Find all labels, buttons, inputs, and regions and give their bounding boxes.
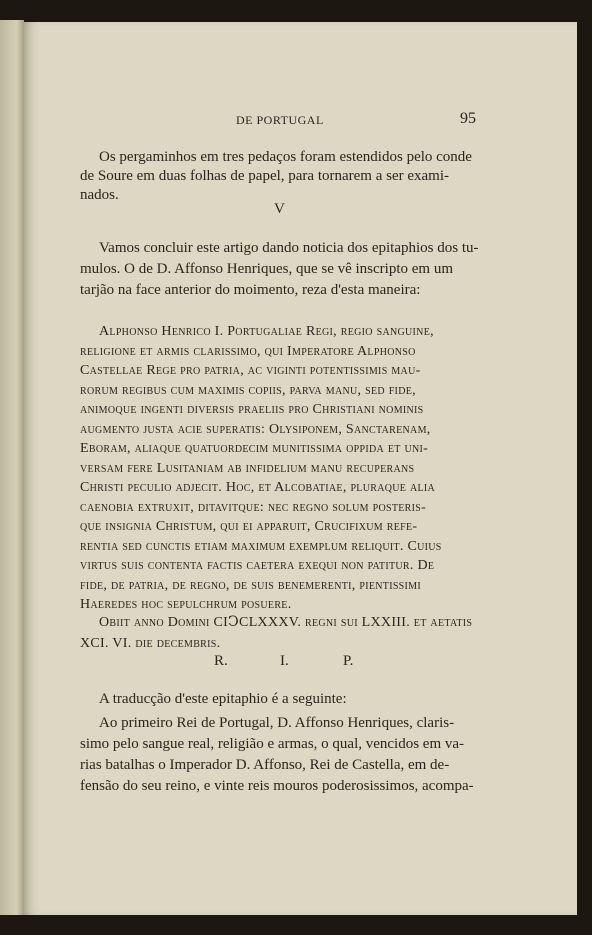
section-heading: V	[274, 201, 285, 217]
epitaph-line: Eboram, aliaque quatuordecim munitissima oppida et uni-	[80, 441, 429, 456]
epitaph-line: rentia sed cunctis etiam maximum exemplum reliquit. Cuius	[80, 538, 442, 554]
text-line: Os pergaminhos em tres pedaços foram estendidos pelo conde	[99, 149, 472, 165]
epitaph-line: Haeredes hoc sepulchrum posuere.	[80, 597, 292, 612]
text-line: simo pelo sangue real, religião e armas, o qual, vencidos em va-	[80, 736, 465, 752]
epitaph-line: Alphonso Henrico I. Portugaliae Regi, regio sanguine,	[99, 324, 434, 339]
running-header: DE PORTUGAL	[236, 113, 324, 127]
text-line: nados.	[80, 187, 119, 203]
text-line: fensão do seu reino, e vinte reis mouros poderosissimos, acompa-	[80, 778, 474, 794]
epitaph-line: virtus suis contenta factis caetera exequi non patitur. De	[80, 558, 435, 573]
rip-letter: R.	[214, 653, 228, 669]
epitaph-line: rorum regibus cum maximis copiis, parva manu, sed fide,	[80, 382, 416, 398]
page-number: 95	[460, 110, 476, 127]
text-line: rias batalhas o Imperador D. Affonso, Rei de Castella, em de-	[80, 757, 450, 773]
text-line: A traducção d'este epitaphio é a seguinte:	[99, 691, 347, 707]
epitaph-line: caenobia extruxit, ditavitque: nec regno solum posteris-	[80, 499, 427, 515]
text-line: tarjão na face anterior do moimento, reza d'esta maneira:	[80, 282, 421, 298]
text-line: de Soure em duas folhas de papel, para tornarem a ser exami-	[80, 168, 450, 184]
rip-letter: I.	[280, 653, 289, 669]
epitaph-line: versam fere Lusitaniam ab infidelium manu recuperans	[80, 460, 415, 476]
epitaph-line: Christi peculio adjecit. Hoc, et Alcobatiae, pluraque alia	[80, 480, 436, 495]
text-line: mulos. O de D. Affonso Henriques, que se vê inscripto em um	[80, 261, 454, 277]
epitaph-line: animoque ingenti diversis praeliis pro Christiani nominis	[80, 402, 424, 417]
obiit-line: XCI. VI. die decembris.	[80, 636, 221, 651]
epitaph-line: augmento justa acie superatis: Olysiponem, Sanctarenam,	[80, 421, 431, 437]
rip-letter: P.	[343, 653, 354, 669]
facing-page-edge	[0, 20, 24, 915]
epitaph-line: que insignia Christum, qui ei apparuit, Crucifixum refe-	[80, 519, 418, 534]
epitaph-line: fide, de patria, de regno, de suis benemerenti, pientissimi	[80, 577, 421, 593]
epitaph-line: religione et armis clarissimo, qui Imperatore Alphonso	[80, 343, 416, 359]
text-line: Vamos concluir este artigo dando noticia dos epitaphios dos tu-	[99, 240, 479, 256]
epitaph-line: Castellae Rege pro patria, ac viginti potentissimis mau-	[80, 363, 421, 378]
text-line: Ao primeiro Rei de Portugal, D. Affonso Henriques, claris-	[99, 715, 455, 731]
obiit-line: Obiit anno Domini CIↃCLXXXV. regni sui LXXIII. et aetatis	[99, 615, 473, 630]
